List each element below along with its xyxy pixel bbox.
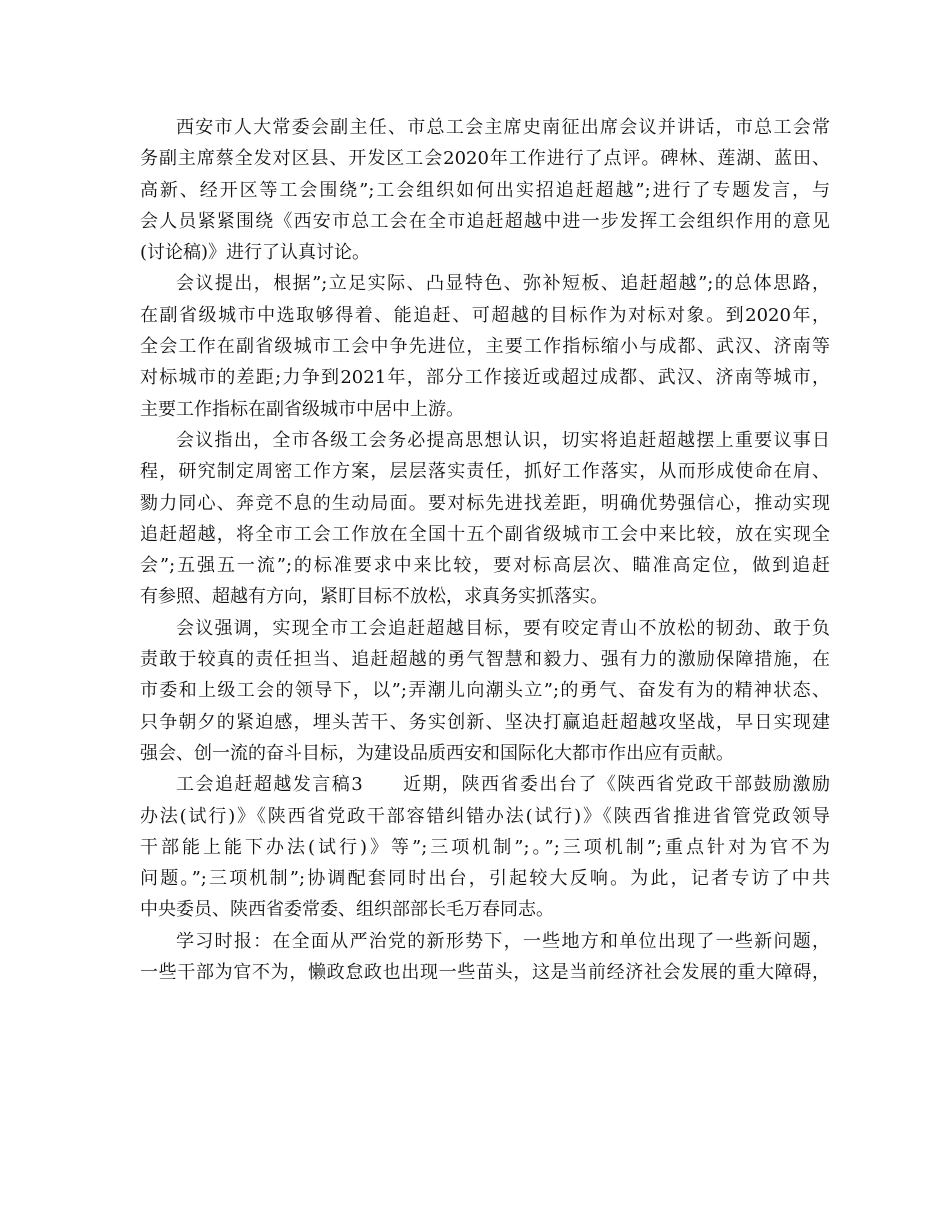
text-line: 程，研究制定周密工作方案，层层落实责任，抓好工作落实，从而形成使命在肩、 [140,461,830,483]
text-line: 高新、经开区等工会围绕”;工会组织如何出实招追赶超越”;进行了专题发言，与 [140,179,830,201]
text-line: 办法(试行)》《陕西省党政干部容错纠错办法(试行)》《陕西省推进省管党政领导 [140,805,830,827]
text-line: 会议提出，根据”;立足实际、凸显特色、弥补短板、追赶超越”;的总体思路， [176,273,830,295]
text-line: 干部能上能下办法(试行)》等”;三项机制”;。”;三项机制”;重点针对为官不为 [140,836,830,858]
paragraph-4 [140,613,830,769]
text-line: 主要工作指标在副省级城市中居中上游。 [140,398,464,420]
paragraph-5 [140,769,830,925]
text-line: 会人员紧紧围绕《西安市总工会在全市追赶超越中进一步发挥工会组织作用的意见 [140,210,830,232]
text-line: 问题。”;三项机制”;协调配套同时出台，引起较大反响。为此，记者专访了中共 [140,868,830,890]
text-line: 学习时报：在全面从严治党的新形势下，一些地方和单位出现了一些新问题， [176,930,830,952]
text-line: 务副主席蔡全发对区县、开发区工会2020年工作进行了点评。碑林、莲湖、蓝田、 [140,148,830,170]
text-line: 市委和上级工会的领导下，以”;弄潮儿向潮头立”;的勇气、奋发有为的精神状态、 [140,680,830,702]
paragraph-2 [140,268,830,424]
paragraph-6 [140,926,830,989]
text-line: 追赶超越，将全市工会工作放在全国十五个副省级城市工会中来比较，放在实现全 [140,523,830,545]
text-line: 只争朝夕的紧迫感，埋头苦干、务实创新、坚决打赢追赶超越攻坚战，早日实现建 [140,711,830,733]
text-line: 对标城市的差距;力争到2021年，部分工作接近或超过成都、武汉、济南等城市， [140,367,830,389]
paragraph-1 [140,112,830,268]
text-line: 工会追赶超越发言稿3 近期，陕西省委出台了《陕西省党政干部鼓励激励 [176,774,830,796]
text-line: 会议指出，全市各级工会务必提高思想认识，切实将追赶超越摆上重要议事日 [176,429,830,451]
text-line: 一些干部为官不为，懒政怠政也出现一些苗头，这是当前经济社会发展的重大障碍， [140,962,830,984]
text-line: 强会、创一流的奋斗目标，为建设品质西安和国际化大都市作出应有贡献。 [140,742,734,764]
text-line: (讨论稿)》进行了认真讨论。 [140,242,371,264]
text-line: 会”;五强五一流”;的标准要求中来比较，要对标高层次、瞄准高定位，做到追赶 [140,555,830,577]
text-line: 会议强调，实现全市工会追赶超越目标，要有咬定青山不放松的韧劲、敢于负 [176,617,830,639]
text-line: 勠力同心、奔竞不息的生动局面。要对标先进找差距，明确优势强信心，推动实现 [140,492,830,514]
text-line: 在副省级城市中选取够得着、能追赶、可超越的目标作为对标对象。到2020年， [140,304,830,326]
document-page [140,112,830,988]
text-line: 西安市人大常委会副主任、市总工会主席史南征出席会议并讲话，市总工会常 [176,117,830,138]
paragraph-3 [140,425,830,613]
text-line: 有参照、超越有方向，紧盯目标不放松，求真务实抓落实。 [140,586,608,608]
text-line: 责敢于较真的责任担当、追赶超越的勇气智慧和毅力、强有力的激励保障措施，在 [140,649,830,671]
text-line: 中央委员、陕西省委常委、组织部部长毛万春同志。 [140,899,554,921]
text-line: 全会工作在副省级城市工会中争先进位，主要工作指标缩小与成都、武汉、济南等 [140,336,830,358]
